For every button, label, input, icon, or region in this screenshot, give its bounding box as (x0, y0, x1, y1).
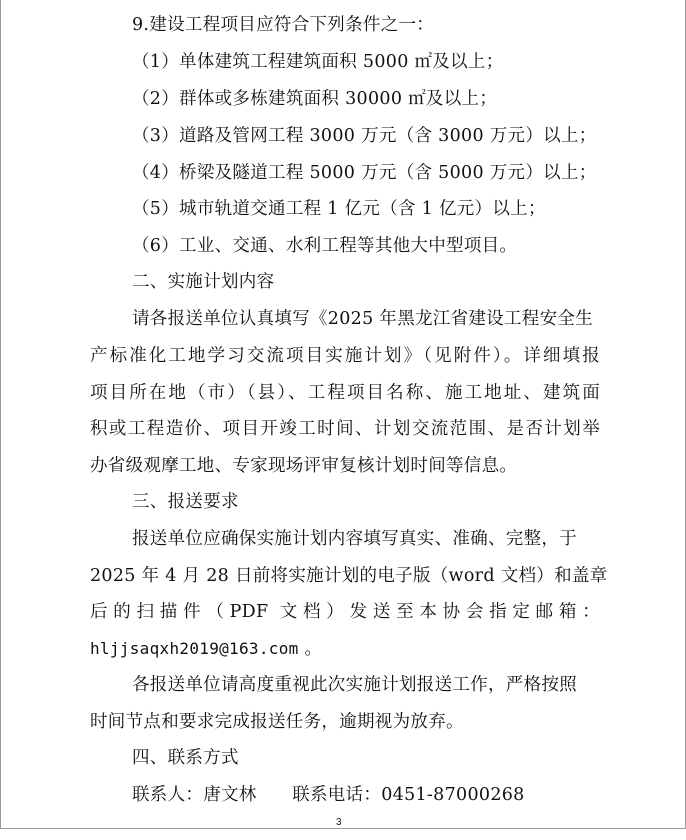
page-number: 3 (336, 817, 342, 828)
condition-item-1: （1）单体建筑工程建筑面积 5000 ㎡及以上； (132, 52, 504, 72)
section-3-line-2: 2025 年 4 月 28 日前将实施计划的电子版（word 文档）和盖章 (90, 566, 608, 586)
email-suffix: 。 (298, 639, 323, 659)
condition-item-2: （2）群体或多栋建筑面积 30000 ㎡及以上； (132, 89, 498, 109)
section-3-line-1: 报送单位应确保实施计划内容填写真实、准确、完整，于 (132, 529, 577, 549)
email-address: hljjsaqxh2019@163.com (90, 639, 299, 658)
section-2-line-4: 积或工程造价、项目开竣工时间、计划交流范围、是否计划举 (90, 419, 600, 439)
condition-item-4: （4）桥梁及隧道工程 5000 万元（含 5000 万元）以上； (132, 163, 597, 183)
section-3-heading: 三、报送要求 (132, 492, 239, 512)
notice-line-2: 时间节点和要求完成报送任务，逾期视为放弃。 (90, 712, 464, 732)
email-line (90, 638, 322, 660)
section-2-line-1: 请各报送单位认真填写《2025 年黑龙江省建设工程安全生 (132, 309, 593, 329)
section-3-line-3: 后的扫描件（PDF 文档）发送至本协会指定邮箱： (90, 602, 600, 622)
condition-item-5: （5）城市轨道交通工程 1 亿元（含 1 亿元）以上； (132, 199, 546, 219)
page-border-bottom (0, 828, 686, 829)
section-2-heading: 二、实施计划内容 (132, 272, 275, 292)
condition-item-6: （6）工业、交通、水利工程等其他大中型项目。 (132, 236, 518, 256)
notice-line-1: 各报送单位请高度重视此次实施计划报送工作，严格按照 (132, 675, 577, 695)
section-2-line-5: 办省级观摩工地、专家现场评审复核计划时间等信息。 (90, 456, 518, 476)
section-2-line-2: 产标准化工地学习交流项目实施计划》（见附件）。详细填报 (90, 346, 600, 366)
section-2-line-3: 项目所在地（市）（县）、工程项目名称、施工地址、建筑面 (90, 383, 600, 403)
conditions-heading: 9.建设工程项目应符合下列条件之一： (132, 15, 435, 35)
page-border-left (0, 0, 1, 829)
section-4-heading: 四、联系方式 (132, 748, 239, 768)
contact-line: 联系人：唐文林 联系电话：0451-87000268 (132, 785, 525, 805)
condition-item-3: （3）道路及管网工程 3000 万元（含 3000 万元）以上； (132, 126, 597, 146)
